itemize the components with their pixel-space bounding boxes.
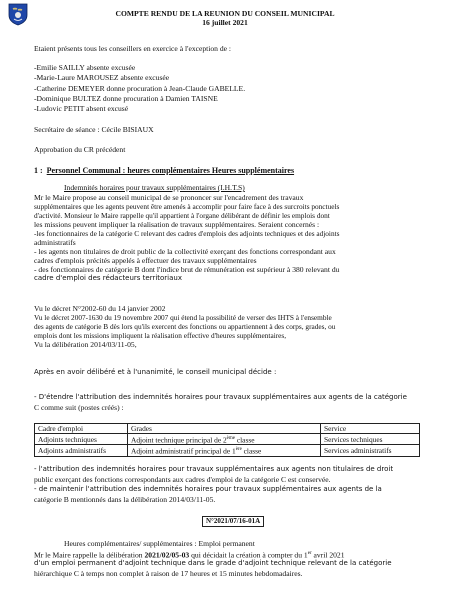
section-2-subtitle: Heures complémentaires/ supplémentaires : Emploi permanent [64,539,255,548]
table-header-cell: Service [321,424,420,434]
decision-line: C comme suit (postes créés) : [34,403,124,412]
section-1-subtitle: Indemnités horaires pour travaux supplémentaires (I.H.T.S) [64,183,245,192]
decision-line: - D'étendre l'attribution des indemnités horaires pour travaux supplémentaires aux agents de la catégorie [34,393,407,401]
after-table-line: catégorie B mentionnés dans la délibération 2014/03/11-05. [34,495,216,504]
table-row [35,434,420,445]
absent-item: -Catherine DEMEYER donne procuration à Jean-Claude GABELLE. [34,84,246,93]
table-header-row [35,424,420,434]
paragraph-line: les missions peuvent impliquer la réalisation de travaux supplémentaires. Seraient concernés : [34,220,320,229]
after-table-line: public exerçant des fonctions correspondants aux cadres d'emploi de la catégorie C est conservée. [34,475,331,484]
paragraph-line: -les fonctionnaires de la catégorie C relevant des cadres d'emplois des adjoints techniques et des adjoints [34,229,340,238]
section-2-line: d'un emploi permanent d'adjoint technique dans le grade d'adjoint technique relevant de la catégorie [34,559,392,567]
paragraph-line: Mr le Maire propose au conseil municipal de se prononcer sur l'encadrement des travaux [34,193,304,202]
report-date: 16 juillet 2021 [202,18,248,27]
table-cell: Adjoints techniques [35,434,128,445]
deliberation-number: N°2021/07/16-01A [202,516,264,527]
absent-item: -Emilie SAILLY absente excusée [34,63,136,72]
after-table-line: - de maintenir l'attribution des indemnités horaires pour travaux supplémentaires aux agents de la [34,485,382,493]
decree-line: Vu la délibération 2014/03/11-05, [34,340,137,349]
section-2-line: Mr le Maire rappelle la délibération 2021/02/05-03 qui décidait la création à compter du 1er avril 2021 [34,550,345,560]
table-header-cell: Grades [128,424,321,434]
report-title: COMPTE RENDU DE LA REUNION DU CONSEIL MUNICIPAL [115,9,335,18]
table-cell: Adjoint technique principal de 2ème classe [128,434,321,445]
paragraph-line: - les agents non titulaires de droit public de la collectivité exerçant des fonctions correspondant aux [34,247,336,256]
section-2-line: hiérarchique C à temps non complet à raison de 17 heures et 15 minutes hebdomadaires. [34,569,303,578]
approval-line: Approbation du CR précédent [34,145,126,154]
paragraph-line: d'activité. Monsieur le Maire rappelle qu'il appartient à l'organe délibérant de définir les emplois dont [34,211,330,220]
paragraph-line: administratifs [34,238,76,247]
decree-line: Vu le décret 2007-1630 du 19 novembre 2007 qui étend la possibilité de verser des IHTS à l'ensemble [34,313,332,322]
attendance-intro: Etaient présents tous les conseillers en exercice à l'exception de : [34,44,232,53]
table-cell: Services administratifs [321,445,420,456]
table-cell: Adjoints administratifs [35,445,128,456]
grades-table [34,423,420,457]
vote-line: Après en avoir délibéré et à l'unanimité, le conseil municipal décide : [34,368,277,376]
decree-line: des agents de catégorie B dès lors qu'ils exercent des fonctions ou appartiennent à des corps, grades, ou [34,322,336,331]
table-header-cell: Cadre d'emploi [35,424,128,434]
section-1-heading: 1 : Personnel Communal : heures complémentaires Heures supplémentaires [34,166,295,175]
table-row [35,445,420,456]
after-table-line: - l'attribution des indemnités horaires pour travaux supplémentaires aux agents non titulaires de droit [34,465,394,473]
decree-line: Vu le décret N°2002-60 du 14 janvier 2002 [34,304,166,313]
session-secretary: Secrétaire de séance : Cécile BISIAUX [34,125,154,134]
table-cell: Services techniques [321,434,420,445]
paragraph-line: cadre d'emploi des rédacteurs territoriaux [34,274,182,282]
table-cell: Adjoint administratif principal de 1ère classe [128,445,321,456]
paragraph-line: cadres d'emplois précités appelés à effectuer des travaux supplémentaires [34,256,257,265]
absent-item: -Dominique BULTEZ donne procuration à Damien TAISNE [34,94,218,103]
paragraph-line: - des fonctionnaires de catégorie B dont l'indice brut de rémunération est supérieur à 380 relevant du [34,265,340,274]
paragraph-line: supplémentaires que les agents peuvent être amenés à accomplir pour faire face à des surcroits ponctuels [34,202,340,211]
decree-line: emplois dont les missions impliquent la réalisation effective d'heures supplémentaires, [34,331,287,340]
absent-item: -Ludovic PETIT absent excusé [34,104,129,113]
absent-item: -Marie-Laure MAROUSEZ absente excusée [34,73,170,82]
